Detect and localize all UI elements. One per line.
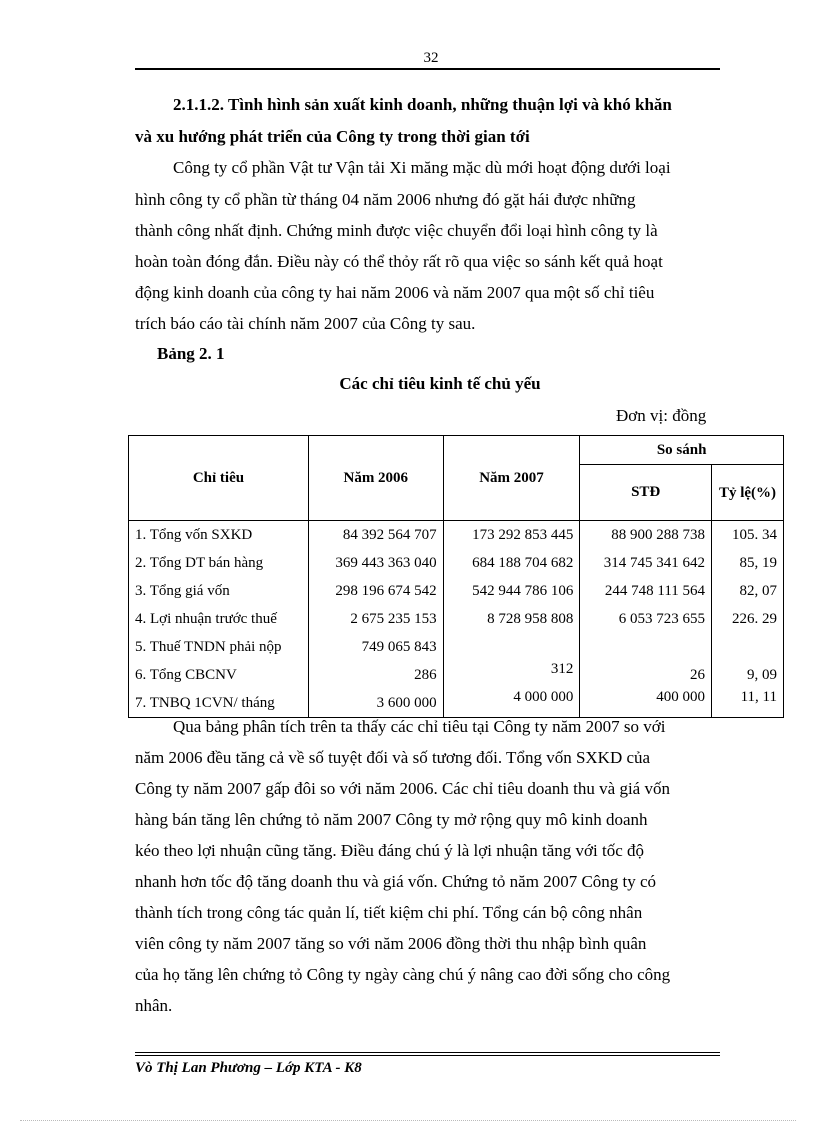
header-2006: Năm 2006: [308, 436, 443, 521]
cell-ratio: [712, 633, 784, 661]
footer-rule: [135, 1052, 720, 1053]
header-rule: [135, 68, 720, 70]
row-label: 6. Tổng CBCNV: [129, 661, 309, 689]
cell-2006: 3 600 000: [308, 689, 443, 718]
analysis-line-7: thành tích trong công tác quản lí, tiết kiệm chi phí. Tổng cán bộ công nhân: [135, 903, 643, 922]
header-ratio: Tỷ lệ(%): [712, 465, 784, 521]
cell-ratio: 226. 29: [712, 605, 784, 633]
header-compare: So sánh: [580, 436, 784, 465]
cell-2006: 2 675 235 153: [308, 605, 443, 633]
cell-ratio: 9, 09: [712, 661, 784, 689]
cell-2006: 298 196 674 542: [308, 577, 443, 605]
unit-label: Đơn vị: đồng: [616, 406, 707, 425]
row-label: 4. Lợi nhuận trước thuế: [129, 605, 309, 633]
table-row: [129, 605, 784, 633]
cell-std: 88 900 288 738: [580, 521, 712, 550]
table-row: [129, 689, 784, 718]
cell-2006: 749 065 843: [308, 633, 443, 661]
cell-2007: 8 728 958 808: [443, 605, 580, 633]
cell-ratio: 11, 11: [712, 689, 784, 718]
analysis-line-2: năm 2006 đều tăng cả về số tuyệt đối và số tương đối. Tổng vốn SXKD của: [135, 748, 651, 767]
analysis-line-10: nhân.: [135, 996, 173, 1015]
cell-std: [580, 633, 712, 661]
economic-indicators-table: [128, 435, 784, 718]
section-heading-line-2: và xu hướng phát triển của Công ty trong thời gian tới: [135, 127, 530, 146]
section-heading-line-1: 2.1.1.2. Tình hình sản xuất kinh doanh, những thuận lợi và khó khăn: [173, 95, 672, 114]
cell-2006: 286: [308, 661, 443, 689]
analysis-line-1: Qua bảng phân tích trên ta thấy các chỉ tiêu tại Công ty năm 2007 so với: [173, 717, 666, 736]
footer-rule-double: [135, 1055, 720, 1056]
analysis-line-3: Công ty năm 2007 gấp đôi so với năm 2006. Các chỉ tiêu doanh thu và giá vốn: [135, 779, 670, 798]
intro-line-3: thành công nhất định. Chứng minh được việc chuyển đổi loại hình công ty là: [135, 221, 658, 240]
analysis-line-9: của họ tăng lên chứng tỏ Công ty ngày càng chú ý nâng cao đời sống cho công: [135, 965, 671, 984]
intro-line-4: hoàn toàn đóng đắn. Điều này có thể thỏy rất rõ qua việc so sánh kết quả hoạt: [135, 252, 663, 271]
cell-2007: [443, 633, 580, 661]
cell-std: 6 053 723 655: [580, 605, 712, 633]
table-label: Bảng 2. 1: [157, 344, 225, 363]
table-row: [129, 633, 784, 661]
intro-line-2: hình công ty cổ phần từ tháng 04 năm 2006 nhưng đó gặt hái được những: [135, 190, 636, 209]
table-row: [129, 521, 784, 550]
row-label: 1. Tổng vốn SXKD: [129, 521, 309, 550]
row-label: 5. Thuế TNDN phải nộp: [129, 633, 309, 661]
analysis-line-4: hàng bán tăng lên chứng tỏ năm 2007 Công ty mở rộng quy mô kinh doanh: [135, 810, 648, 829]
cell-ratio: 85, 19: [712, 549, 784, 577]
cell-std: 244 748 111 564: [580, 577, 712, 605]
cell-std: 400 000: [580, 689, 712, 718]
cell-2007: 542 944 786 106: [443, 577, 580, 605]
header-2007: Năm 2007: [443, 436, 580, 521]
cell-2006: 369 443 363 040: [308, 549, 443, 577]
cell-2007: 684 188 704 682: [443, 549, 580, 577]
page-number: 32: [423, 50, 439, 66]
page-edge-divider: [20, 1120, 796, 1121]
cell-ratio: 82, 07: [712, 577, 784, 605]
header-std: STĐ: [580, 465, 712, 521]
cell-ratio: 105. 34: [712, 521, 784, 550]
header-indicator: Chỉ tiêu: [129, 436, 309, 521]
cell-2007: 4 000 000: [443, 689, 580, 718]
cell-2007: 173 292 853 445: [443, 521, 580, 550]
analysis-line-6: nhanh hơn tốc độ tăng doanh thu và giá vốn. Chứng tỏ năm 2007 Công ty có: [135, 872, 657, 891]
cell-std: 26: [580, 661, 712, 689]
table-row: [129, 549, 784, 577]
intro-line-6: trích báo cáo tài chính năm 2007 của Công ty sau.: [135, 314, 476, 333]
analysis-line-8: viên công ty năm 2007 tăng so với năm 2006 đồng thời thu nhập bình quân: [135, 934, 647, 953]
row-label: 2. Tổng DT bán hàng: [129, 549, 309, 577]
cell-2006: 84 392 564 707: [308, 521, 443, 550]
table-row: [129, 577, 784, 605]
row-label: 7. TNBQ 1CVN/ tháng: [129, 689, 309, 718]
analysis-line-5: kéo theo lợi nhuận cũng tăng. Điều đáng chú ý là lợi nhuận tăng với tốc độ: [135, 841, 644, 860]
cell-2007: 312: [443, 661, 580, 689]
table-row: [129, 661, 784, 689]
table-title: Các chỉ tiêu kinh tế chủ yếu: [339, 374, 541, 393]
footer-author: Vò Thị Lan Phương – Lớp KTA - K8: [135, 1060, 362, 1076]
cell-std: 314 745 341 642: [580, 549, 712, 577]
row-label: 3. Tổng giá vốn: [129, 577, 309, 605]
intro-line-5: động kinh doanh của công ty hai năm 2006 và năm 2007 qua một số chỉ tiêu: [135, 283, 655, 302]
intro-line-1: Công ty cổ phần Vật tư Vận tải Xi măng mặc dù mới hoạt động dưới loại: [173, 158, 671, 177]
